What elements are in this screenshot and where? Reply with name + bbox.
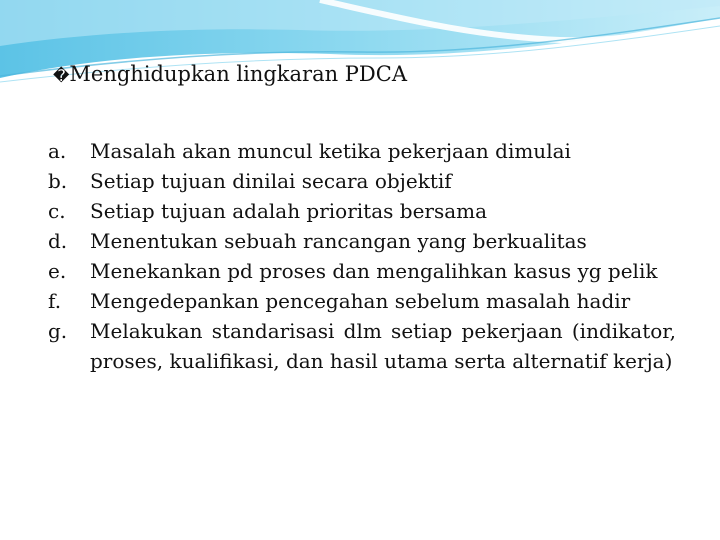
list-item-text: Masalah akan muncul ketika pekerjaan dimulai [90,139,571,163]
list-marker: e. [48,259,67,283]
list-item [48,196,676,226]
list-item [48,316,676,376]
slide-title [53,60,407,90]
list-item-text: Melakukan standarisasi dlm setiap pekerjaan (indikator, proses, kualifikasi, dan hasil utama serta alternatif kerja) [90,319,676,373]
list-item-text: Menentukan sebuah rancangan yang berkualitas [90,229,587,253]
list-marker: a. [48,139,67,163]
slide-title-text: Menghidupkan lingkaran PDCA [69,62,408,86]
list-item-text: Menekankan pd proses dan mengalihkan kasus yg pelik [90,259,658,283]
list-marker: c. [48,199,66,223]
list-item [48,136,676,166]
list-item-text: Mengedepankan pencegahan sebelum masalah hadir [90,289,631,313]
list-item [48,286,676,316]
list-item [48,166,676,196]
list-item [48,226,676,256]
bullet-list [48,136,676,376]
list-marker: d. [48,229,68,253]
list-marker: b. [48,169,68,193]
list-marker: g. [48,319,68,343]
list-item [48,256,676,286]
title-glyph: � [53,66,70,85]
list-item-text: Setiap tujuan dinilai secara objektif [90,169,452,193]
list-item-text: Setiap tujuan adalah prioritas bersama [90,199,488,223]
list-marker: f. [48,289,62,313]
